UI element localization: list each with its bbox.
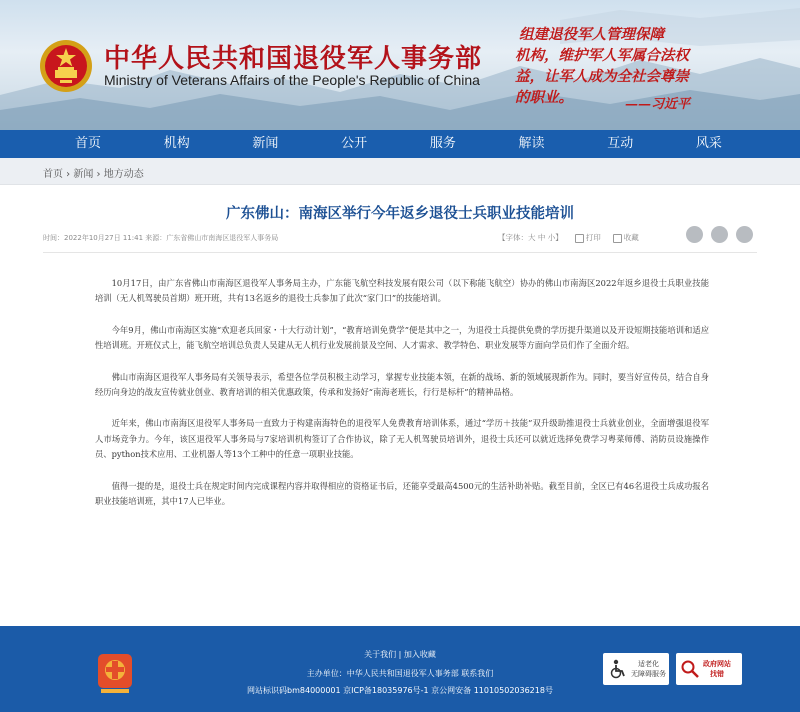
divider	[43, 252, 757, 253]
nav-item-home[interactable]: 首页	[75, 136, 102, 151]
find-error-label: 找错	[710, 670, 724, 678]
article-tools	[498, 232, 639, 243]
quote-line: 益，让军人成为全社会尊崇	[515, 68, 689, 85]
accessibility-label-2: 无障碍服务	[631, 670, 666, 678]
article-paragraph: 近年来，佛山市南海区退役军人事务局一直致力于构建南海特色的退役军人免费教育培训体系，通过“学历＋技能”双升级助推退役士兵就业创业，全面增强退役军人市场竞争力。今年，该区退役军人事务局与7家培训机构签订了合作协议，除了无人机驾驶员培训外，退役士兵还可以就近选择免费学习粤菜师傅、消防员设施操作员、python技术应用、工业机器人等13个工种中的任意一项职业技能。	[95, 418, 709, 460]
nav-item-services[interactable]: 服务	[429, 136, 456, 151]
font-size-selector[interactable]: 【字体：大 中 小】	[498, 233, 563, 242]
breadcrumb-separator: ›	[63, 169, 74, 180]
accessibility-label-1: 适老化	[638, 660, 659, 668]
magnifier-icon	[680, 659, 700, 679]
nav-item-institutions[interactable]: 机构	[163, 136, 190, 151]
share-buttons	[686, 226, 753, 243]
site-header	[0, 0, 800, 130]
site-title-en: Ministry of Veterans Affairs of the People's Republic of China	[104, 72, 480, 88]
collect-button[interactable]	[613, 232, 639, 243]
gov-site-error-badge[interactable]	[676, 653, 742, 685]
site-title-cn[interactable]: 中华人民共和国退役军人事务部	[104, 44, 483, 74]
breadcrumb-separator: ›	[93, 169, 104, 180]
print-button[interactable]	[575, 232, 601, 243]
article-paragraph: 佛山市南海区退役军人事务局有关领导表示，希望各位学员积极主动学习，掌握专业技能本领，在新的战场、新的领域展现新作为。同时，要当好宣传员，结合自身经历向身边的战友宣传就业创业、教育培训的相关优惠政策，传承和发扬好“南海老班长，行行是标杆”的精神品格。	[95, 371, 709, 398]
article-paragraph: 值得一提的是，退役士兵在规定时间内完成课程内容并取得相应的资格证书后，还能享受最高4500元的生活补助补贴。截至目前，全区已有46名退役士兵成功报名职业技能培训班，其中17人已毕业。	[95, 480, 709, 507]
footer-registration[interactable]: 网站标识码bm84000001 京ICP备18035976号-1 京公网安备 11010502036218号	[247, 686, 553, 695]
article-paragraph: 今年9月，佛山市南海区实施“欢迎老兵回家・十大行动计划”，“教育培训免费学”便是其中之一，为退役士兵提供免费的学历提升渠道以及开设短期技能培训和适应性培训班。开班仪式上，能飞航空培训总负责人吴建从无人机行业发展前景及空间、人才需求、教学特色、职业发展等方面向学员们作了全面介绍。	[95, 324, 709, 351]
quote-line: 的职业。	[515, 89, 573, 106]
print-label: 打印	[585, 233, 601, 242]
quote-line: 组建退役军人管理保障	[519, 26, 664, 43]
breadcrumb	[43, 165, 144, 180]
footer-links[interactable]: 关于我们 | 加入收藏	[364, 650, 436, 659]
nav-item-style[interactable]: 风采	[695, 136, 722, 151]
article-meta: 时间：2022年10月27日 11:41 来源：广东省佛山市南海区退役军人事务局	[43, 234, 279, 242]
breadcrumb-local[interactable]: 地方动态	[103, 169, 144, 180]
article-title: 广东佛山：南海区举行今年返乡退役士兵职业技能培训	[226, 206, 574, 222]
nav-item-public[interactable]: 公开	[341, 136, 368, 151]
more-share-icon[interactable]	[736, 226, 753, 243]
nav-item-interaction[interactable]: 互动	[607, 136, 634, 151]
accessibility-badge[interactable]	[603, 653, 669, 685]
star-icon	[613, 234, 622, 243]
print-icon	[575, 234, 584, 243]
article-body	[95, 276, 709, 525]
wechat-share-icon[interactable]	[686, 226, 703, 243]
main-nav	[0, 130, 800, 158]
nav-item-interpretation[interactable]: 解读	[518, 136, 545, 151]
national-emblem-icon	[38, 38, 94, 94]
quote-line: 机构，维护军人军属合法权	[515, 47, 689, 64]
nav-item-news[interactable]: 新闻	[252, 136, 279, 151]
gov-site-label: 政府网站	[703, 660, 731, 668]
wheelchair-icon	[607, 658, 629, 680]
quote-author: ——习近平	[625, 97, 691, 112]
collect-label: 收藏	[623, 233, 639, 242]
breadcrumb-news[interactable]: 新闻	[73, 169, 94, 180]
breadcrumb-bar	[0, 158, 800, 185]
breadcrumb-home[interactable]: 首页	[43, 169, 63, 180]
weibo-share-icon[interactable]	[711, 226, 728, 243]
footer-sponsor: 主办单位：中华人民共和国退役军人事务部 联系我们	[306, 669, 494, 678]
article-paragraph: 10月17日，由广东省佛山市南海区退役军人事务局主办，广东能飞航空科技发展有限公司（以下称能飞航空）协办的佛山市南海区2022年返乡退役士兵职业技能培训（无人机驾驶员首期）班开班，共有13名返乡的退役士兵参加了此次“家门口”的技能培训。	[95, 278, 709, 304]
